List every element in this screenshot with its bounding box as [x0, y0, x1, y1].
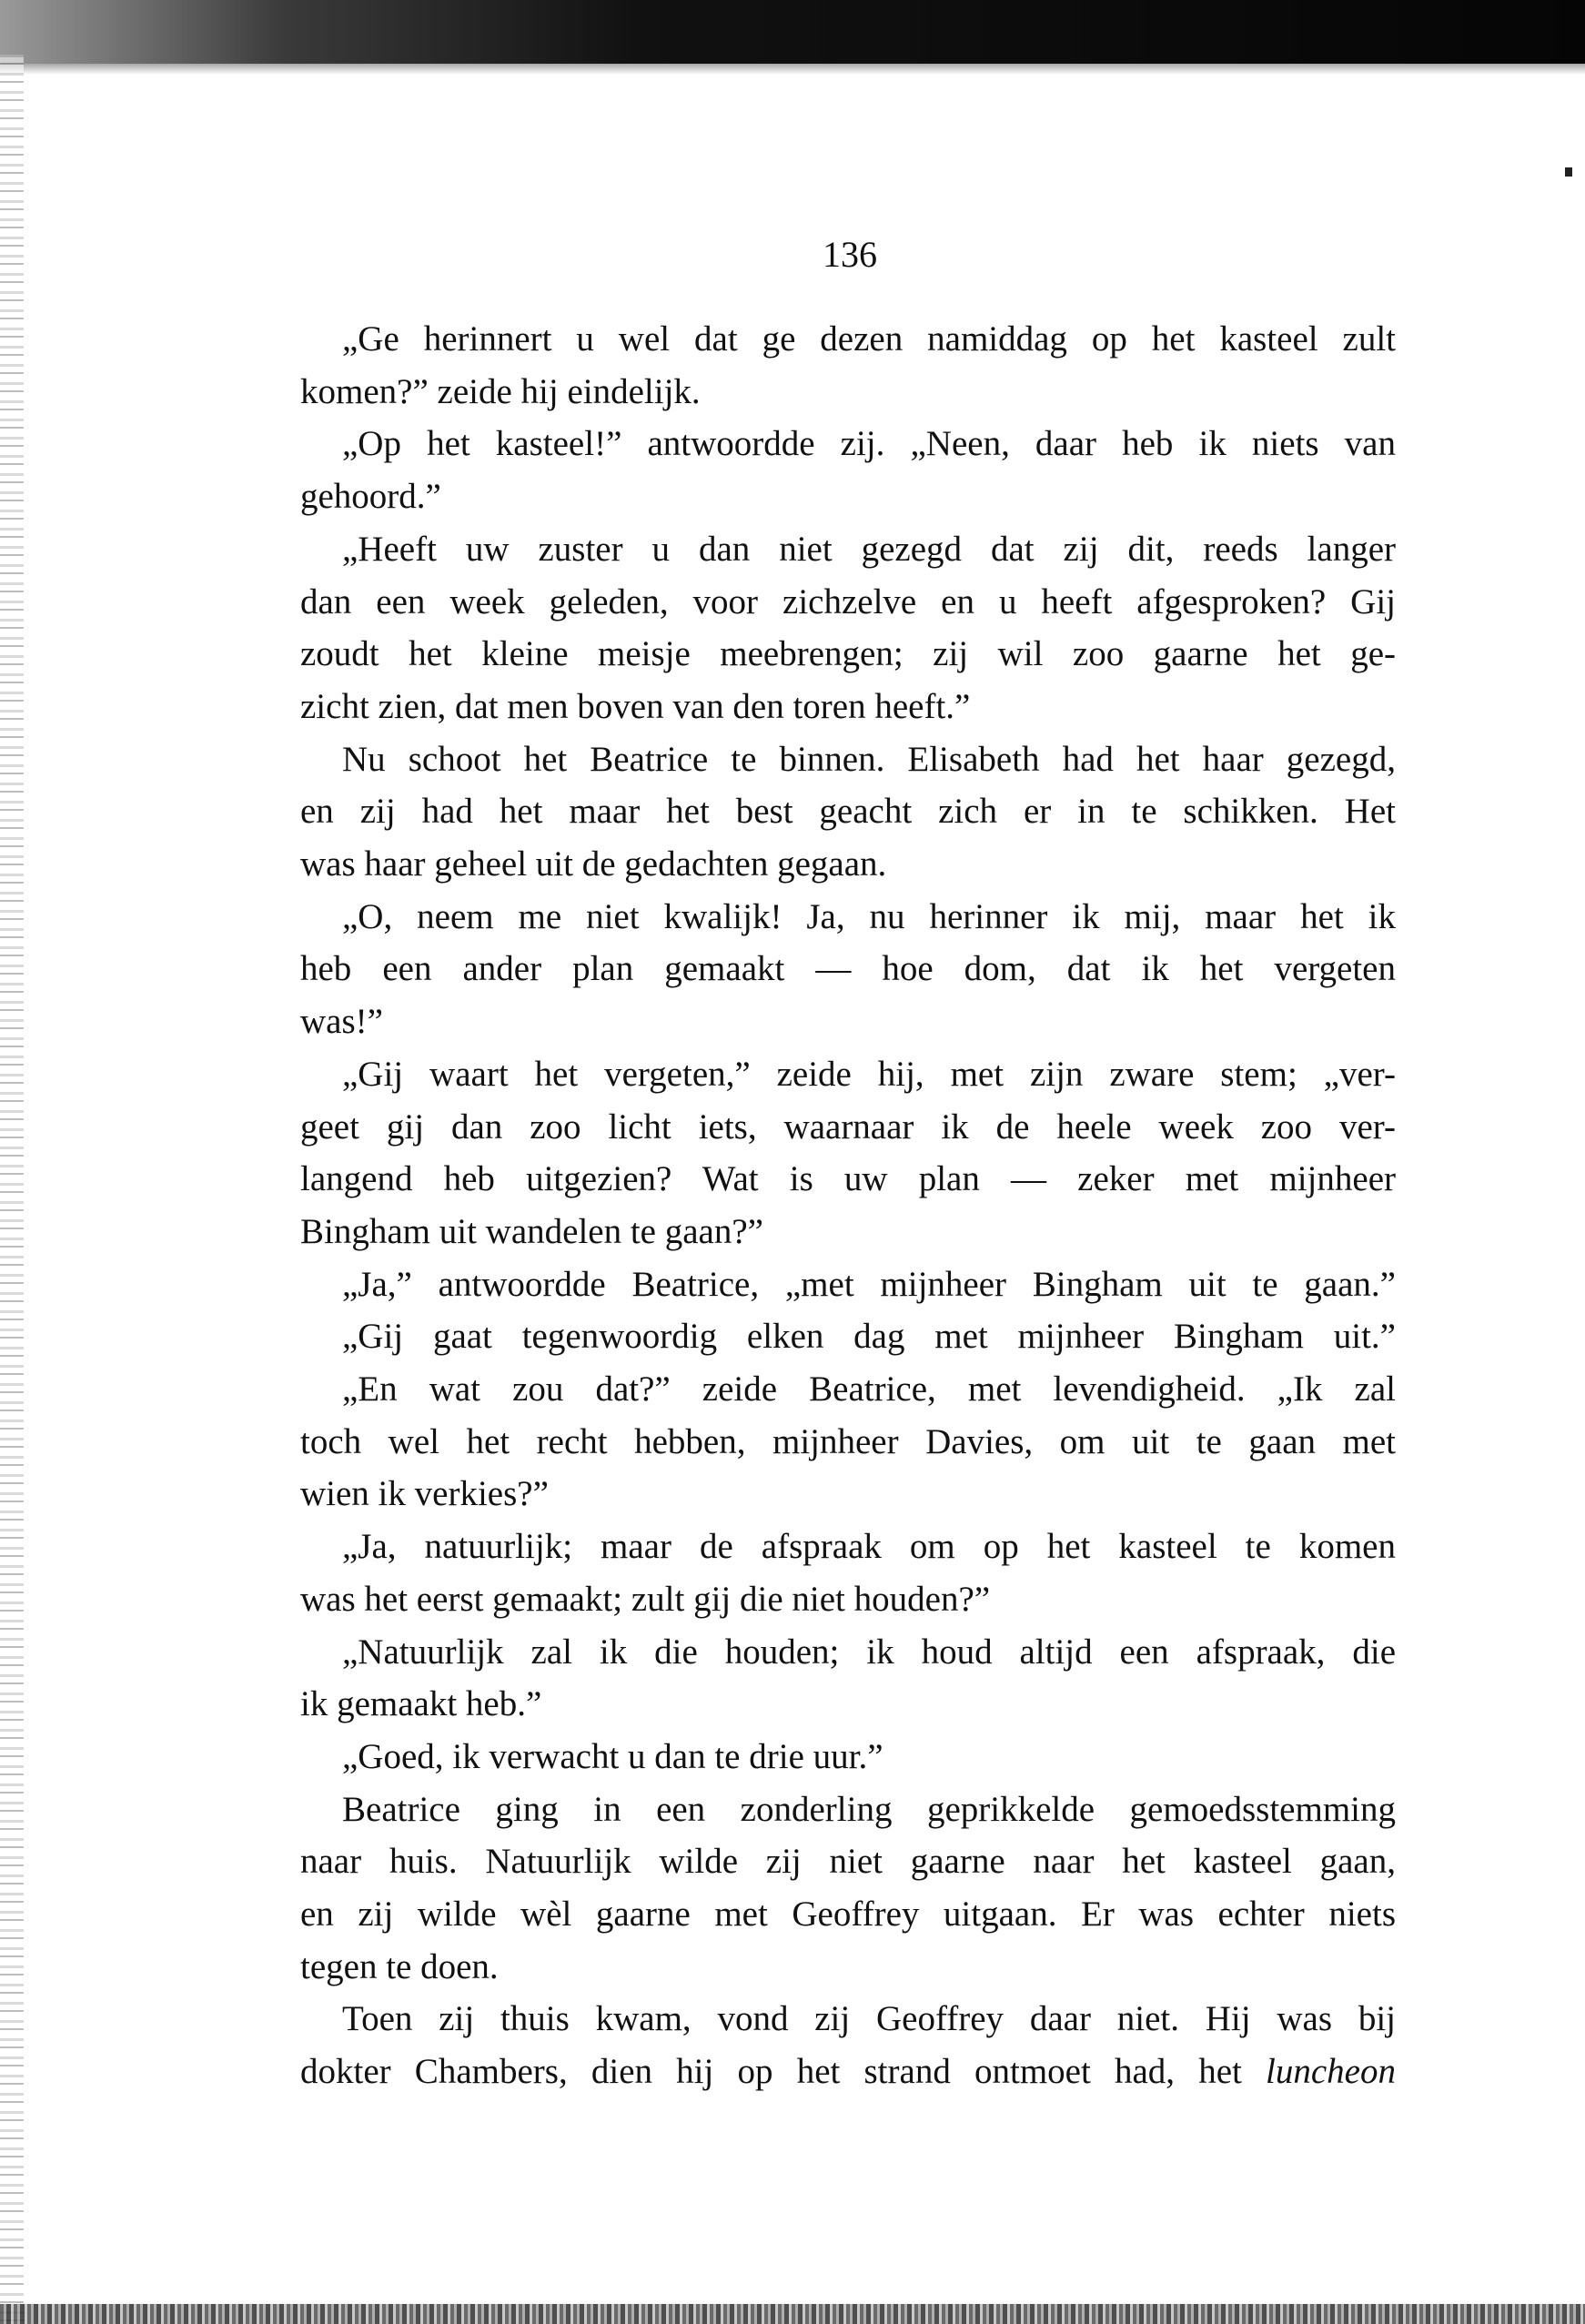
- text-line: [300, 1421, 1396, 1463]
- text-line-content: en zij wilde wèl gaarne met Geoffrey uitgaan. Er was echter niets: [300, 1895, 1396, 1934]
- text-line-content: Bingham uit wandelen te gaan?”: [300, 1211, 763, 1251]
- text-line: [300, 791, 1396, 833]
- text-line: [300, 1001, 1396, 1043]
- text-line-content: was haar geheel uit de gedachten gegaan.: [300, 844, 887, 884]
- text-line: [342, 1526, 1396, 1568]
- text-line-content: dokter Chambers, dien hij op het strand ontmoet had, het: [300, 2052, 1242, 2092]
- text-line-content: langend heb uitgezien? Wat is uw plan — zeker met mijnheer: [300, 1159, 1396, 1199]
- text-line: [342, 1632, 1396, 1673]
- text-line-content: was!”: [300, 1002, 383, 1042]
- text-line: [342, 423, 1396, 465]
- scan-bottom-edge: [0, 2304, 1585, 2324]
- text-line: [342, 739, 1396, 781]
- text-line-content: zicht zien, dat men boven van den toren heeft.”: [300, 686, 971, 726]
- text-line-content: „O, neem me niet kwalijk! Ja, nu herinner ik mij, maar het ik: [342, 896, 1396, 936]
- italic-word: luncheon: [1266, 2052, 1396, 2092]
- text-line-content: Beatrice ging in een zonderling geprikkelde gemoedsstemming: [342, 1789, 1396, 1829]
- text-line: [342, 896, 1396, 938]
- text-line: [300, 948, 1396, 990]
- text-line-content: „Natuurlijk zal ik die houden; ik houd altijd een afspraak, die: [342, 1632, 1396, 1672]
- text-line-content: „Ge herinnert u wel dat ge dezen namiddag op het kasteel zult: [342, 319, 1396, 359]
- text-line-content: wien ik verkies?”: [300, 1474, 549, 1514]
- text-line: [342, 1789, 1396, 1831]
- text-line-content: „Gij waart het vergeten,” zeide hij, met zijn zware stem; „ver-: [342, 1054, 1396, 1094]
- text-line: [342, 1264, 1396, 1306]
- text-line: [342, 1736, 1396, 1778]
- text-line: [300, 1841, 1396, 1883]
- text-line: [300, 476, 1396, 518]
- text-line-content: „Heeft uw zuster u dan niet gezegd dat zij dit, reeds langer: [342, 529, 1396, 569]
- text-line: [300, 844, 1396, 885]
- text-line-content: tegen te doen.: [300, 1946, 499, 1986]
- text-line: [342, 318, 1396, 360]
- text-line-content: komen?” zeide hij eindelijk.: [300, 371, 701, 411]
- text-line: [300, 1683, 1396, 1725]
- text-line-content: gehoord.”: [300, 477, 441, 517]
- text-line-content: „Ja,” antwoordde Beatrice, „met mijnheer Bingham uit te gaan.”: [342, 1264, 1396, 1304]
- text-line-content: naar huis. Natuurlijk wilde zij niet gaarne naar het kasteel gaan,: [300, 1842, 1396, 1882]
- text-line: [342, 1316, 1396, 1358]
- page-number: 136: [823, 234, 877, 275]
- text-line-content: „Goed, ik verwacht u dan te drie uur.”: [342, 1736, 883, 1776]
- text-line: [300, 686, 1396, 728]
- text-line: [300, 371, 1396, 413]
- text-line: [342, 1369, 1396, 1410]
- text-line: [300, 2051, 1396, 2093]
- text-line-content: zoudt het kleine meisje meebrengen; zij wil zoo gaarne het ge-: [300, 634, 1396, 674]
- text-line: [300, 1106, 1396, 1148]
- text-line-content: Nu schoot het Beatrice te binnen. Elisabeth had het haar gezegd,: [342, 739, 1396, 779]
- scan-left-edge: [0, 55, 24, 2324]
- text-line-content: toch wel het recht hebben, mijnheer Davies, om uit te gaan met: [300, 1421, 1396, 1461]
- text-line-content: geet gij dan zoo licht iets, waarnaar ik de heele week zoo ver-: [300, 1106, 1396, 1147]
- text-line: [342, 1054, 1396, 1096]
- text-line: [342, 1998, 1396, 2040]
- text-line-content: „Op het kasteel!” antwoordde zij. „Neen, daar heb ik niets van: [342, 424, 1396, 464]
- scan-speck: [1565, 167, 1572, 177]
- text-line: [300, 1579, 1396, 1621]
- text-line: [300, 633, 1396, 675]
- text-line-content: dan een week geleden, voor zichzelve en u heeft afgesproken? Gij: [300, 581, 1396, 621]
- text-line-content: en zij had het maar het best geacht zich er in te schikken. Het: [300, 792, 1396, 832]
- text-line: [342, 529, 1396, 571]
- text-line-content: „Gij gaat tegenwoordig elken dag met mijnheer Bingham uit.”: [342, 1317, 1396, 1357]
- scan-top-shadow: [0, 64, 1585, 75]
- text-line-content: „En wat zou dat?” zeide Beatrice, met levendigheid. „Ik zal: [342, 1369, 1396, 1409]
- text-line: [300, 1158, 1396, 1200]
- text-line-content: was het eerst gemaakt; zult gij die niet houden?”: [300, 1579, 991, 1619]
- text-line-content: ik gemaakt heb.”: [300, 1684, 542, 1724]
- text-line: [300, 1473, 1396, 1515]
- text-line: [300, 1946, 1396, 1988]
- text-line-content: heb een ander plan gemaakt — hoe dom, dat ik het vergeten: [300, 949, 1396, 989]
- text-line: [300, 581, 1396, 623]
- text-line-content: Toen zij thuis kwam, vond zij Geoffrey daar niet. Hij was bij: [342, 1999, 1396, 2039]
- text-line-content: „Ja, natuurlijk; maar de afspraak om op het kasteel te komen: [342, 1527, 1396, 1567]
- text-line: [300, 1894, 1396, 1935]
- text-line: [300, 1211, 1396, 1253]
- scan-top-border: [0, 0, 1585, 64]
